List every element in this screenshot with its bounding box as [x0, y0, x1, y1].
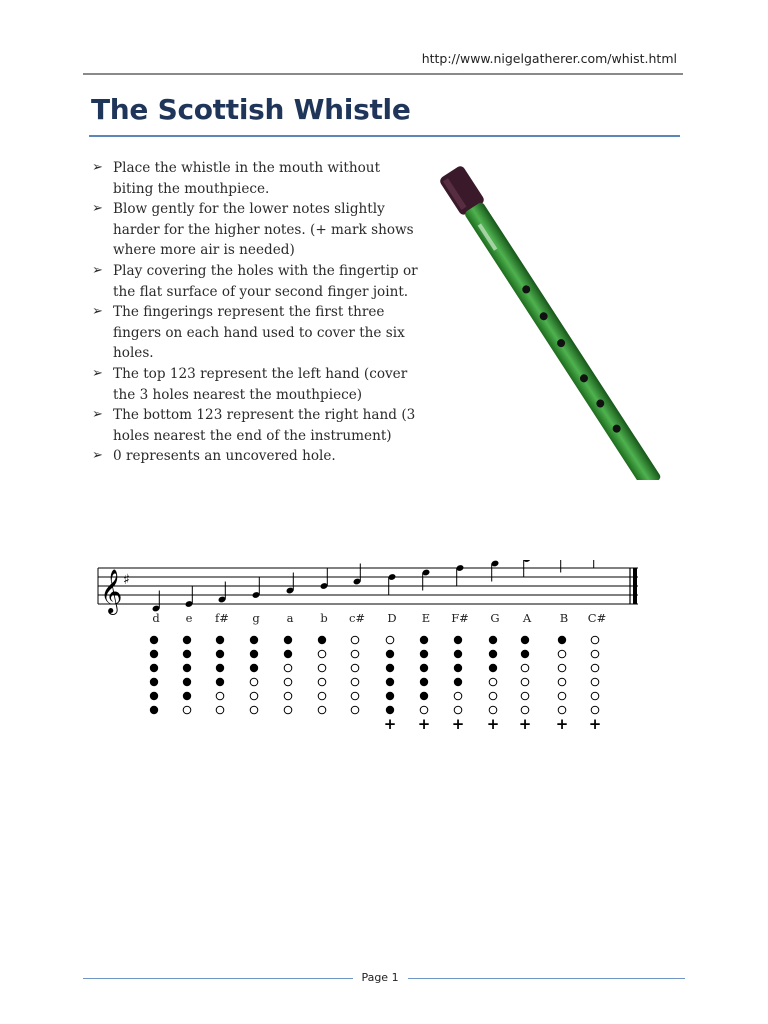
- note-name-label: D: [387, 611, 397, 625]
- arrow-bullet-icon: ➢: [92, 160, 103, 175]
- open-hole-dot: [558, 664, 566, 672]
- overblow-plus-mark: +: [518, 715, 532, 733]
- note-names-row: [0, 611, 768, 629]
- page-title: The Scottish Whistle: [91, 93, 411, 126]
- open-hole-dot: [318, 664, 326, 672]
- note-name-label: c#: [348, 611, 366, 625]
- open-hole-dot: [420, 706, 428, 714]
- covered-hole-dot: [521, 650, 529, 658]
- open-hole-dot: [284, 664, 292, 672]
- note-name-label: e: [185, 611, 193, 625]
- open-hole-dot: [489, 706, 497, 714]
- open-hole-dot: [351, 706, 359, 714]
- covered-hole-dot: [420, 692, 428, 700]
- open-hole-dot: [454, 692, 462, 700]
- arrow-bullet-icon: ➢: [92, 365, 103, 381]
- title-underline: [89, 135, 680, 137]
- source-url[interactable]: http://www.nigelgatherer.com/whist.html: [421, 51, 677, 66]
- arrow-bullet-icon: ➢: [92, 262, 103, 278]
- footer-rule-right: [408, 978, 685, 979]
- open-hole-dot: [351, 664, 359, 672]
- overblow-plus-mark: +: [486, 715, 500, 733]
- open-hole-dot: [558, 678, 566, 686]
- covered-hole-dot: [183, 636, 191, 644]
- open-hole-dot: [591, 636, 599, 644]
- open-hole-dot: [250, 692, 258, 700]
- covered-hole-dot: [150, 706, 158, 714]
- open-hole-dot: [216, 692, 224, 700]
- instruction-item: ➢ Blow gently for the lower notes slightly harder for the higher notes. (+ mark shows where more air is needed): [92, 201, 414, 259]
- arrow-bullet-icon: ➢: [92, 304, 103, 320]
- covered-hole-dot: [420, 650, 428, 658]
- instruction-item: ➢ 0 represents an uncovered hole.: [92, 446, 422, 467]
- open-hole-dot: [591, 678, 599, 686]
- note-name-label: g: [252, 611, 260, 625]
- arrow-bullet-icon: ➢: [92, 407, 103, 423]
- open-hole-dot: [591, 664, 599, 672]
- open-hole-dot: [591, 692, 599, 700]
- covered-hole-dot: [216, 664, 224, 672]
- note-name-label: E: [421, 611, 431, 625]
- open-hole-dot: [351, 678, 359, 686]
- open-hole-dot: [284, 706, 292, 714]
- open-hole-dot: [318, 650, 326, 658]
- open-hole-dot: [318, 706, 326, 714]
- covered-hole-dot: [250, 650, 258, 658]
- open-hole-dot: [318, 678, 326, 686]
- covered-hole-dot: [386, 692, 394, 700]
- note-name-label: G: [490, 611, 500, 625]
- open-hole-dot: [489, 678, 497, 686]
- arrow-bullet-icon: ➢: [92, 201, 103, 217]
- instruction-item: ➢ Place the whistle in the mouth without biting the mouthpiece.: [92, 160, 381, 197]
- covered-hole-dot: [454, 636, 462, 644]
- instruction-item: ➢ The top 123 represent the left hand (cover the 3 holes nearest the mouthpiece): [92, 365, 408, 403]
- overblow-plus-mark: +: [383, 715, 397, 733]
- note-name-label: C#: [587, 611, 607, 625]
- open-hole-dot: [250, 678, 258, 686]
- open-hole-dot: [521, 664, 529, 672]
- instruction-list: [92, 158, 422, 467]
- covered-hole-dot: [454, 678, 462, 686]
- covered-hole-dot: [386, 678, 394, 686]
- open-hole-dot: [284, 678, 292, 686]
- note-name-label: F#: [451, 611, 469, 625]
- page-number: Page 1: [361, 971, 399, 984]
- covered-hole-dot: [150, 678, 158, 686]
- covered-hole-dot: [216, 650, 224, 658]
- covered-hole-dot: [183, 650, 191, 658]
- covered-hole-dot: [284, 650, 292, 658]
- note-name-label: B: [559, 611, 569, 625]
- footer-rule-left: [83, 978, 353, 979]
- open-hole-dot: [386, 636, 394, 644]
- covered-hole-dot: [150, 636, 158, 644]
- open-hole-dot: [591, 650, 599, 658]
- svg-text:𝄞: 𝄞: [100, 569, 123, 613]
- covered-hole-dot: [386, 706, 394, 714]
- open-hole-dot: [558, 706, 566, 714]
- instruction-item: ➢ The bottom 123 represent the right hand (3 holes nearest the end of the instrument): [92, 407, 416, 444]
- whistle-image: [428, 160, 698, 480]
- overblow-plus-mark: +: [588, 715, 602, 733]
- open-hole-dot: [521, 706, 529, 714]
- covered-hole-dot: [216, 636, 224, 644]
- covered-hole-dot: [454, 664, 462, 672]
- instruction-item: ➢ The fingerings represent the first three fingers on each hand used to cover the six holes.: [92, 304, 405, 362]
- covered-hole-dot: [216, 678, 224, 686]
- covered-hole-dot: [284, 636, 292, 644]
- open-hole-dot: [558, 650, 566, 658]
- covered-hole-dot: [250, 636, 258, 644]
- covered-hole-dot: [250, 664, 258, 672]
- covered-hole-dot: [386, 650, 394, 658]
- covered-hole-dot: [150, 664, 158, 672]
- note-name-label: f#: [215, 611, 229, 625]
- covered-hole-dot: [420, 678, 428, 686]
- open-hole-dot: [521, 692, 529, 700]
- covered-hole-dot: [420, 636, 428, 644]
- covered-hole-dot: [183, 692, 191, 700]
- fingering-chart: [0, 632, 768, 737]
- open-hole-dot: [250, 706, 258, 714]
- open-hole-dot: [558, 692, 566, 700]
- overblow-plus-mark: +: [451, 715, 465, 733]
- covered-hole-dot: [386, 664, 394, 672]
- open-hole-dot: [183, 706, 191, 714]
- open-hole-dot: [318, 692, 326, 700]
- open-hole-dot: [591, 706, 599, 714]
- open-hole-dot: [351, 636, 359, 644]
- covered-hole-dot: [558, 636, 566, 644]
- covered-hole-dot: [318, 636, 326, 644]
- open-hole-dot: [216, 706, 224, 714]
- covered-hole-dot: [454, 650, 462, 658]
- covered-hole-dot: [183, 664, 191, 672]
- open-hole-dot: [454, 706, 462, 714]
- covered-hole-dot: [420, 664, 428, 672]
- covered-hole-dot: [489, 650, 497, 658]
- overblow-plus-mark: +: [555, 715, 569, 733]
- covered-hole-dot: [150, 650, 158, 658]
- covered-hole-dot: [183, 678, 191, 686]
- note-name-label: A: [522, 611, 532, 625]
- covered-hole-dot: [521, 636, 529, 644]
- header-divider: [83, 73, 683, 75]
- svg-text:♯: ♯: [123, 572, 130, 588]
- note-name-label: b: [320, 611, 328, 625]
- covered-hole-dot: [489, 664, 497, 672]
- open-hole-dot: [521, 678, 529, 686]
- open-hole-dot: [351, 650, 359, 658]
- covered-hole-dot: [489, 636, 497, 644]
- covered-hole-dot: [150, 692, 158, 700]
- open-hole-dot: [351, 692, 359, 700]
- open-hole-dot: [284, 692, 292, 700]
- instruction-item: ➢ Play covering the holes with the fingertip or the flat surface of your second finger joint.: [92, 262, 418, 300]
- note-name-label: d: [152, 611, 160, 625]
- overblow-plus-mark: +: [417, 715, 431, 733]
- open-hole-dot: [489, 692, 497, 700]
- arrow-bullet-icon: ➢: [92, 448, 103, 464]
- note-name-label: a: [286, 611, 294, 625]
